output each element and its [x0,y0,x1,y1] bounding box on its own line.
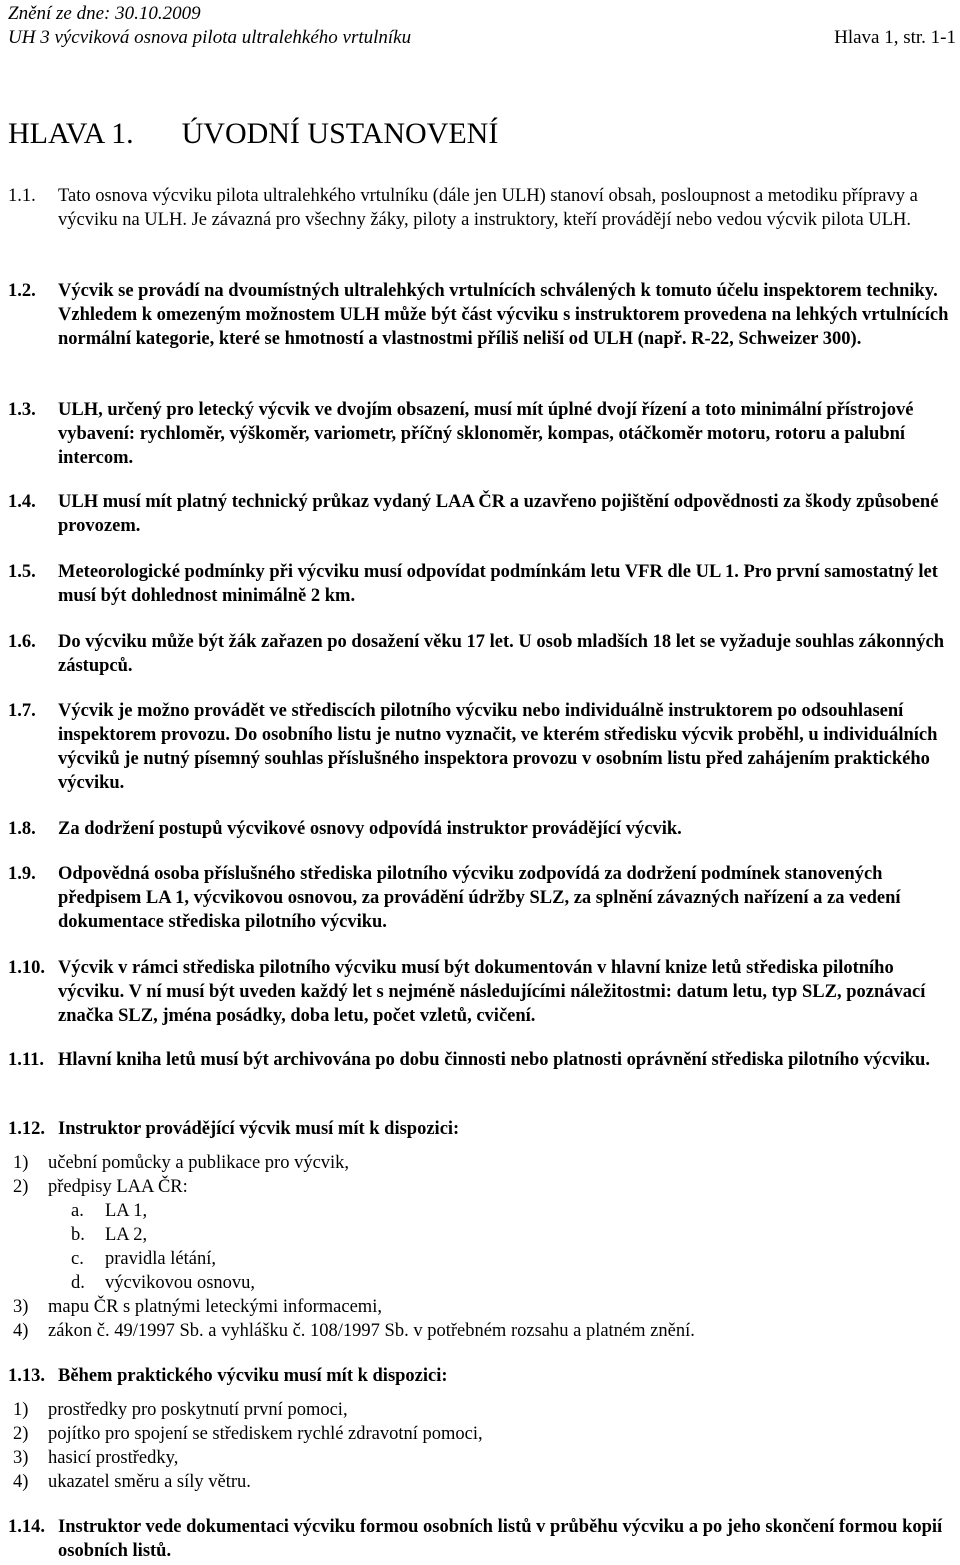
section-number: 1.4. [8,492,36,512]
document-title: UH 3 výcviková osnova pilota ultralehkého vrtulníku [8,27,412,48]
section-number: 1.12. [8,1119,45,1139]
section-text: Meteorologické podmínky při výcviku musí odpovídat podmínkám letu VFR dle UL 1. Pro první samostatný let musí být dohlednost minimálně 2 km. [58,562,938,606]
chapter-number: HLAVA 1. [8,117,134,150]
sub-list-item: c. pravidla létání, [71,1249,216,1269]
section-text: Během praktického výcviku musí mít k dispozici: [58,1366,448,1386]
list-item: 3) hasicí prostředky, [13,1448,179,1468]
section-number: 1.11. [8,1050,44,1070]
sub-list-item: d. výcvikovou osnovu, [71,1273,256,1293]
section-number: 1.5. [8,562,36,582]
section-number: 1.1. [8,186,36,206]
section-number: 1.6. [8,632,36,652]
chapter-heading [8,116,498,152]
section-text: ULH, určený pro letecký výcvik ve dvojím obsazení, musí mít úplné dvojí řízení a toto minimální přístrojové vybavení: rychloměr, výškoměr, variometr, příčný sklonoměr, kompas, otáčkoměr motoru, rotoru a palubní intercom. [58,400,914,468]
list-item: 1) prostředky pro poskytnutí první pomoci, [13,1400,348,1420]
section-text: Do výcviku může být žák zařazen po dosažení věku 17 let. U osob mladších 18 let se vyžaduje souhlas zákonných zástupců. [58,632,944,676]
section-number: 1.10. [8,958,45,978]
page-number: Hlava 1, str. 1-1 [834,27,956,48]
page-header [8,2,958,50]
list-item: 1) učební pomůcky a publikace pro výcvik, [13,1153,350,1173]
equipment-list [8,1151,953,1343]
section-1-9 [8,862,953,934]
section-1-8 [8,817,953,841]
list-item: 4) ukazatel směru a síly větru. [13,1472,251,1492]
list-item: 2) pojítko pro spojení se střediskem rychlé zdravotní pomoci, [13,1424,483,1444]
section-1-13 [8,1364,953,1494]
section-text: Instruktor vede dokumentaci výcviku formou osobních listů v průběhu výcviku a po jeho skončení formou kopií osobních listů. [58,1517,943,1561]
section-number: 1.2. [8,281,36,301]
section-1-7 [8,699,953,795]
section-text: Hlavní kniha letů musí být archivována po dobu činnosti nebo platnosti oprávnění střediska pilotního výcviku. [58,1050,930,1070]
section-text: Tato osnova výcviku pilota ultralehkého vrtulníku (dále jen ULH) stanoví obsah, posloupnost a metodiku přípravy a výcviku na ULH. Je závazná pro všechny žáky, piloty a instruktory, kteří provádějí nebo vedou výcvik pilota ULH. [58,186,918,230]
section-number: 1.14. [8,1517,45,1537]
section-number: 1.9. [8,864,36,884]
section-1-5 [8,560,953,608]
section-number: 1.3. [8,400,36,420]
section-1-4 [8,490,953,538]
section-text: Výcvik se provádí na dvoumístných ultralehkých vrtulnících schválených k tomuto účelu inspektorem techniky. Vzhledem k omezeným možnostem ULH může být část výcviku s instruktorem provedena na lehkých vrtulnících normální kategorie, které se hmotností a vlastnostmi příliš neliší od ULH (např. R-22, Schweizer 300). [58,281,949,349]
sub-list-item: b. LA 2, [71,1225,148,1245]
revision-date: Znění ze dne: 30.10.2009 [8,3,201,24]
section-1-11 [8,1048,953,1072]
section-text: ULH musí mít platný technický průkaz vydaný LAA ČR a uzavřeno pojištění odpovědnosti za škody způsobené provozem. [58,492,939,536]
section-text: Výcvik v rámci střediska pilotního výcviku musí být dokumentován v hlavní knize letů střediska pilotního výcviku. V ní musí být uveden každý let s nejméně následujícími náležitostmi: datum letu, typ SLZ, poznávací značka SLZ, jména posádky, doba letu, počet vzletů, cvičení. [58,958,926,1026]
section-1-6 [8,630,953,678]
list-item: 3) mapu ČR s platnými leteckými informacemi, [13,1297,382,1317]
section-1-12 [8,1117,953,1343]
section-number: 1.8. [8,819,36,839]
section-1-14 [8,1515,953,1563]
section-text: Za dodržení postupů výcvikové osnovy odpovídá instruktor provádějící výcvik. [58,819,682,839]
sub-list-item: a. LA 1, [71,1201,148,1221]
section-number: 1.7. [8,701,36,721]
section-text: Instruktor provádějící výcvik musí mít k dispozici: [58,1119,460,1139]
list-item: 2) předpisy LAA ČR: [13,1177,188,1197]
section-1-1 [8,184,953,232]
section-1-3 [8,398,953,470]
section-1-2 [8,279,953,351]
section-text: Výcvik je možno provádět ve střediscích pilotního výcviku nebo individuálně instruktorem po odsouhlasení inspektorem provozu. Do osobního listu je nutno vyznačit, ve kterém středisku výcvik proběhl, u individuálních výcviků je nutný písemný souhlas příslušného inspektora provozu v osobním listu před zahájením praktického výcviku. [58,701,938,793]
chapter-title: ÚVODNÍ USTANOVENÍ [181,117,499,150]
list-item: 4) zákon č. 49/1997 Sb. a vyhlášku č. 108/1997 Sb. v potřebném rozsahu a platném znění. [13,1321,695,1341]
section-text: Odpovědná osoba příslušného střediska pilotního výcviku zodpovídá za dodržení podmínek stanovených předpisem LA 1, výcvikovou osnovou, za provádění údržby SLZ, za splnění závazných nařízení a za vedení dokumentace střediska pilotního výcviku. [58,864,901,932]
section-number: 1.13. [8,1366,45,1386]
equipment-list [8,1398,953,1494]
section-1-10 [8,956,953,1028]
